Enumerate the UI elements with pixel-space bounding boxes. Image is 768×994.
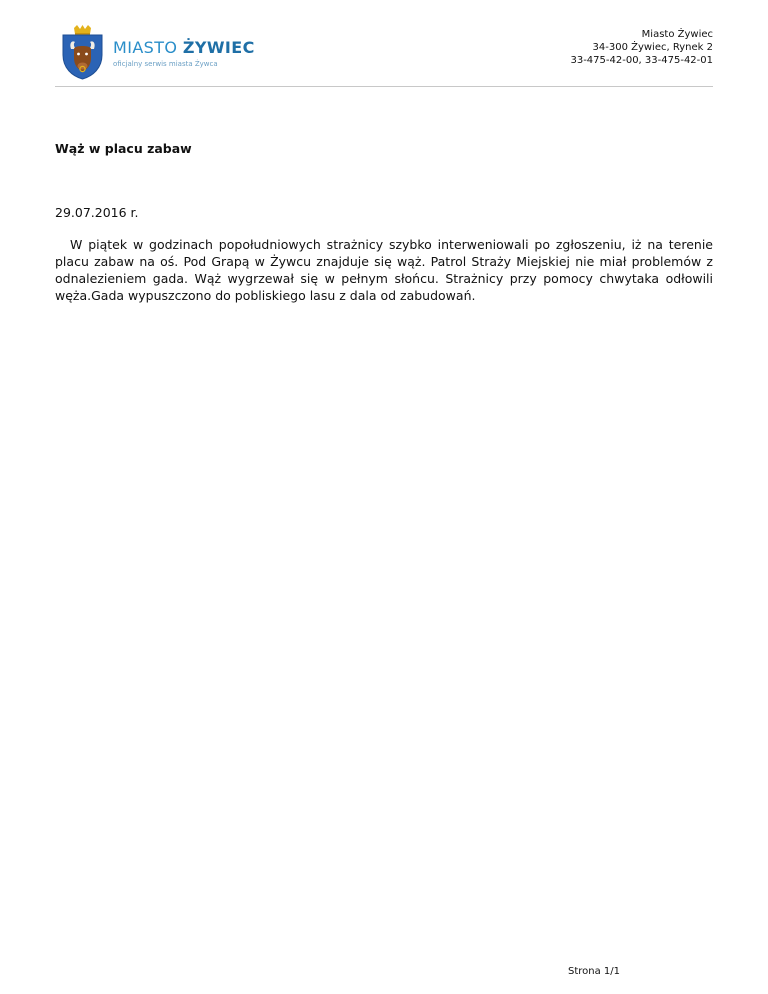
page-header	[55, 22, 713, 86]
contact-phones: 33-475-42-00, 33-475-42-01	[570, 55, 713, 66]
contact-info	[570, 28, 713, 67]
logo-name-part1: MIASTO	[113, 38, 183, 57]
logo-name-part2: ŻYWIEC	[182, 38, 255, 57]
logo-text	[113, 39, 255, 68]
logo-tagline: oficjalny serwis miasta Żywca	[113, 60, 218, 68]
contact-organization: Miasto Żywiec	[641, 29, 713, 40]
zywiec-coat-of-arms-icon	[60, 25, 105, 80]
logo-name	[113, 39, 255, 57]
page-number: Strona 1/1	[568, 966, 621, 977]
article-body: W piątek w godzinach popołudniowych strażnicy szybko interweniowali po zgłoszeniu, iż na terenie placu zabaw na oś. Pod Grapą w Żywcu znajduje się wąż. Patrol Straży Miejskiej nie miał problemów z odnalezieniem gada. Wąż wygrzewał się w pełnym słońcu. Strażnicy przy pomocy chwytaka odłowili węża.Gada wypuszczono do pobliskiego lasu z dala od zabudowań.	[55, 237, 713, 303]
contact-address: 34-300 Żywiec, Rynek 2	[592, 42, 713, 53]
article-title: Wąż w placu zabaw	[55, 141, 192, 156]
article-date: 29.07.2016 r.	[55, 205, 139, 220]
site-logo	[60, 25, 255, 80]
header-divider	[55, 86, 713, 87]
